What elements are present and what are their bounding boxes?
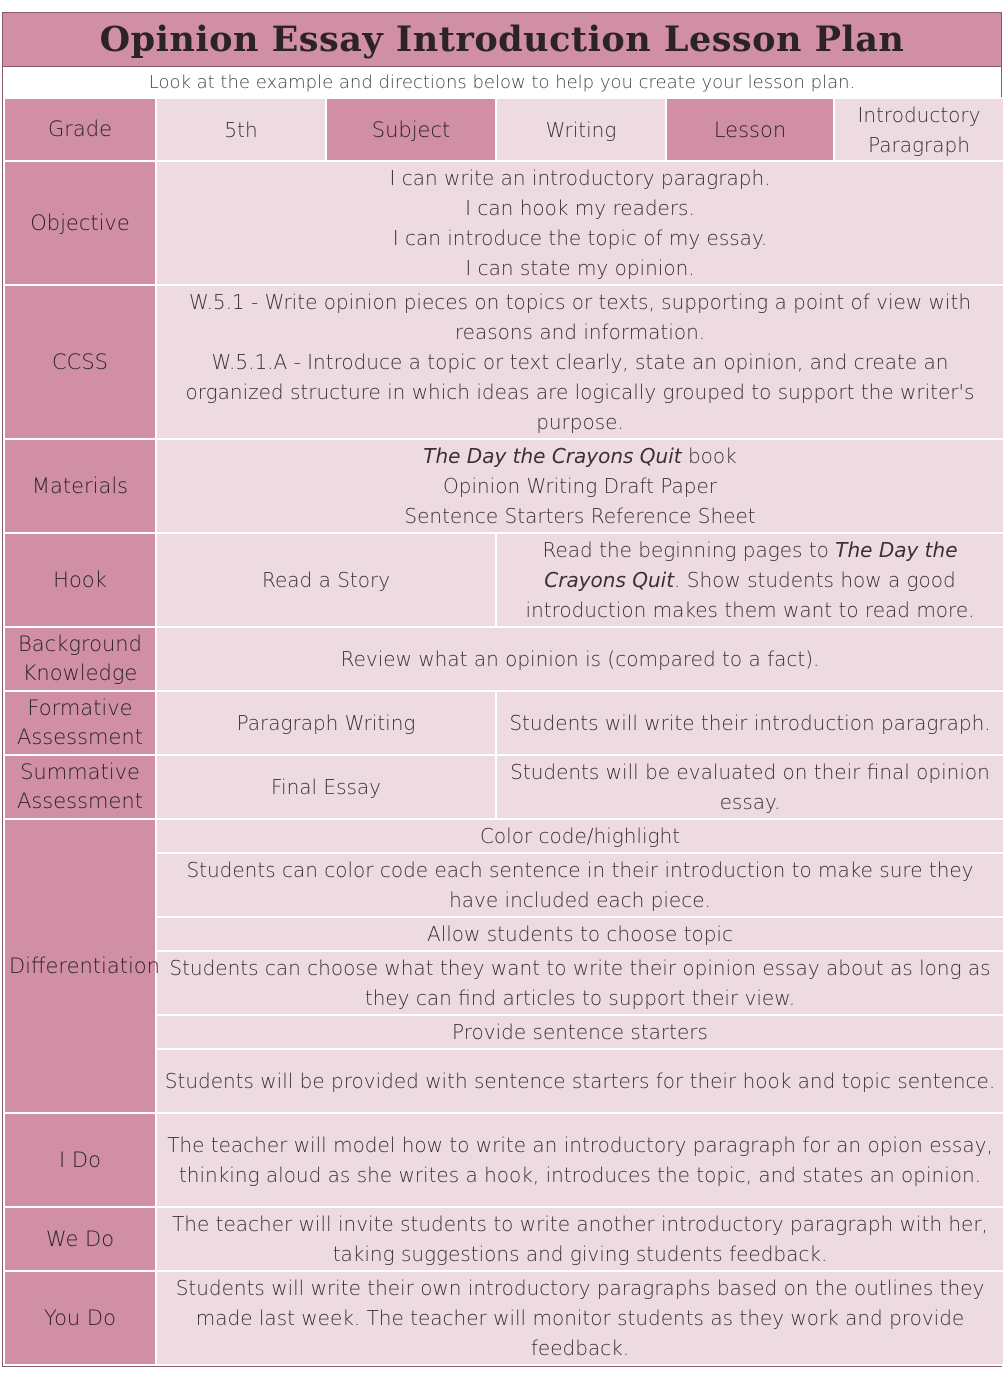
- lesson-value: [834, 98, 1004, 161]
- hook-activity: Read a Story: [156, 533, 496, 627]
- formative-label-line-1: Formative: [27, 696, 133, 720]
- lesson-plan-table: [3, 97, 1004, 1366]
- background-content: Review what an opinion is (compared to a fact).: [156, 627, 1004, 691]
- formative-row: [4, 691, 1004, 755]
- ccss-label: CCSS: [4, 285, 156, 439]
- lesson-plan-sheet: [2, 12, 1002, 1367]
- objective-line: I can write an introductory paragraph.: [389, 166, 771, 190]
- hook-label: Hook: [4, 533, 156, 627]
- ccss-standard-1: W.5.1 - Write opinion pieces on topics or texts, supporting a point of view with reasons and information.: [189, 290, 971, 344]
- i-do-row: [4, 1113, 1004, 1207]
- differentiation-detail: Students will be provided with sentence starters for their hook and topic sentence.: [156, 1049, 1004, 1113]
- we-do-label: We Do: [4, 1207, 156, 1271]
- objective-line: I can hook my readers.: [465, 196, 695, 220]
- hook-row: [4, 533, 1004, 627]
- differentiation-detail: Students can choose what they want to write their opinion essay about as long as they can find articles to support their view.: [156, 951, 1004, 1015]
- page-subtitle: Look at the example and directions below to help you create your lesson plan.: [2, 67, 1002, 97]
- materials-label: Materials: [4, 439, 156, 533]
- header-row: [4, 98, 1004, 161]
- materials-line-3: Sentence Starters Reference Sheet: [404, 504, 756, 528]
- objective-label: Objective: [4, 161, 156, 285]
- differentiation-row: [4, 819, 1004, 853]
- summative-activity: Final Essay: [156, 755, 496, 819]
- summative-label-line-1: Summative: [20, 760, 140, 784]
- we-do-content: The teacher will invite students to write another introductory paragraph with her, taking suggestions and giving students feedback.: [156, 1207, 1004, 1271]
- i-do-content: The teacher will model how to write an introductory paragraph for an opion essay, thinking aloud as she writes a hook, introduces the topic, and states an opinion.: [156, 1113, 1004, 1207]
- background-label: [4, 627, 156, 691]
- objective-line: I can introduce the topic of my essay.: [392, 226, 768, 250]
- lesson-value-line-2: Paragraph: [868, 132, 970, 157]
- grade-value: 5th: [156, 98, 326, 161]
- differentiation-label: Differentiation: [4, 819, 156, 1113]
- book-suffix: book: [681, 444, 737, 468]
- formative-description: Students will write their introduction paragraph.: [496, 691, 1004, 755]
- objective-row: [4, 161, 1004, 285]
- ccss-standard-2: W.5.1.A - Introduce a topic or text clearly, state an opinion, and create an organized structure in which ideas are logically grouped to support the writer's purpose.: [185, 350, 975, 434]
- differentiation-heading: Color code/highlight: [156, 819, 1004, 853]
- formative-label-line-2: Assessment: [17, 725, 143, 749]
- summative-description: Students will be evaluated on their final opinion essay.: [496, 755, 1004, 819]
- objective-content: [156, 161, 1004, 285]
- formative-label: [4, 691, 156, 755]
- summative-row: [4, 755, 1004, 819]
- background-label-line-1: Background: [18, 632, 142, 656]
- objective-line: I can state my opinion.: [465, 256, 695, 280]
- you-do-row: [4, 1271, 1004, 1365]
- formative-activity: Paragraph Writing: [156, 691, 496, 755]
- summative-label-line-2: Assessment: [17, 789, 143, 813]
- book-title: The Day the Crayons Quit: [423, 444, 682, 468]
- background-label-line-2: Knowledge: [22, 661, 138, 685]
- lesson-value-line-1: Introductory: [857, 102, 981, 127]
- differentiation-heading: Allow students to choose topic: [156, 917, 1004, 951]
- materials-line-2: Opinion Writing Draft Paper: [443, 474, 717, 498]
- ccss-row: [4, 285, 1004, 439]
- materials-content: [156, 439, 1004, 533]
- grade-label: Grade: [4, 98, 156, 161]
- we-do-row: [4, 1207, 1004, 1271]
- background-row: [4, 627, 1004, 691]
- materials-row: [4, 439, 1004, 533]
- summative-label: [4, 755, 156, 819]
- page-title: Opinion Essay Introduction Lesson Plan: [2, 12, 1002, 67]
- you-do-label: You Do: [4, 1271, 156, 1365]
- lesson-label: Lesson: [666, 98, 834, 161]
- hook-desc-prefix: Read the beginning pages to: [542, 538, 836, 562]
- hook-book-title: The Day the Crayons Quit: [544, 538, 958, 592]
- i-do-label: I Do: [4, 1113, 156, 1207]
- differentiation-heading: Provide sentence starters: [156, 1015, 1004, 1049]
- differentiation-detail: Students can color code each sentence in their introduction to make sure they have included each piece.: [156, 853, 1004, 917]
- hook-description: [496, 533, 1004, 627]
- subject-value: Writing: [496, 98, 666, 161]
- you-do-content: Students will write their own introductory paragraphs based on the outlines they made last week. The teacher will monitor students as they work and provide feedback.: [156, 1271, 1004, 1365]
- hook-desc-suffix: . Show students how a good introduction makes them want to read more.: [525, 568, 975, 622]
- lesson-plan-table-wrapper: [2, 97, 1002, 1367]
- ccss-content: [156, 285, 1004, 439]
- materials-line-1: [161, 441, 999, 471]
- subject-label: Subject: [326, 98, 496, 161]
